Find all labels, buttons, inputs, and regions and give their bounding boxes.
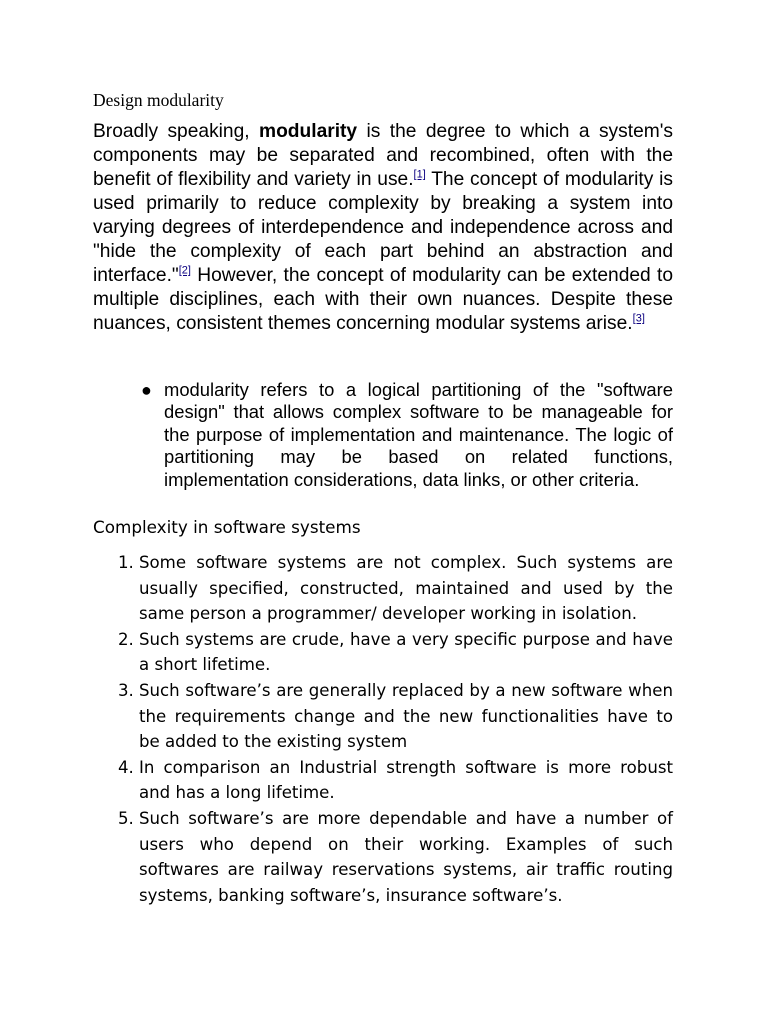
list-item <box>93 627 673 678</box>
citation-link-3[interactable]: [3] <box>632 312 645 325</box>
list-number: 1. <box>118 553 134 572</box>
bullet-list <box>93 379 673 491</box>
list-item-text: Such systems are crude, have a very specific purpose and have a short lifetime. <box>139 629 673 675</box>
bullet-dot-icon: ● <box>141 380 152 400</box>
citation-link-2[interactable]: [2] <box>178 264 191 277</box>
complexity-title: Complexity in software systems <box>93 517 361 537</box>
list-item <box>93 550 673 627</box>
list-number: 5. <box>118 808 134 828</box>
list-item-text: In comparison an Industrial strength software is more robust and has a long lifetime. <box>139 757 673 803</box>
list-item-text: Some software systems are not complex. Such systems are usually specified, constructed, maintained and used by the same person a programmer/ developer working in isolation. <box>139 553 673 624</box>
intro-part-1: is the degree to which a system's components may be separated and recombined, often with the benefit of flexibility and variety in use. <box>93 121 673 190</box>
list-number: 2. <box>118 629 134 649</box>
list-number: 4. <box>118 757 134 777</box>
list-item <box>93 806 673 908</box>
intro-paragraph <box>93 120 673 336</box>
list-item-text: Such software’s are generally replaced by a new software when the requirements change and the new functionalities have to be added to the existing system <box>139 680 673 752</box>
list-item <box>93 755 673 806</box>
list-item <box>93 379 673 491</box>
bullet-text: modularity refers to a logical partitioning of the "software design" that allows complex software to be manageable for the purpose of implementation and maintenance. The logic of partitioning may be based on related functions, implementation considerations, data links, or other criteria. <box>164 379 673 490</box>
intro-part-3: However, the concept of modularity can be extended to multiple disciplines, each with their own nuances. Despite these nuances, consistent themes concerning modular systems arise. <box>93 265 673 334</box>
intro-part-2: The concept of modularity is used primarily to reduce complexity by breaking a system into varying degrees of interdependence and independence across and "hide the complexity of each part behind an abstraction and interface." <box>93 169 673 286</box>
list-item <box>93 678 673 755</box>
intro-pre-bold: Broadly speaking, <box>93 121 260 142</box>
intro-bold-term: modularity <box>259 121 358 142</box>
list-item-text: Such software’s are more dependable and have a number of users who depend on their working. Examples of such softwares are railway reservations systems, air traffic routing systems, banking software’s, insurance software’s. <box>139 808 673 905</box>
list-number: 3. <box>118 680 134 700</box>
citation-link-1[interactable]: [1] <box>413 168 426 181</box>
section-title: Design modularity <box>93 90 224 110</box>
complexity-list <box>93 550 673 908</box>
